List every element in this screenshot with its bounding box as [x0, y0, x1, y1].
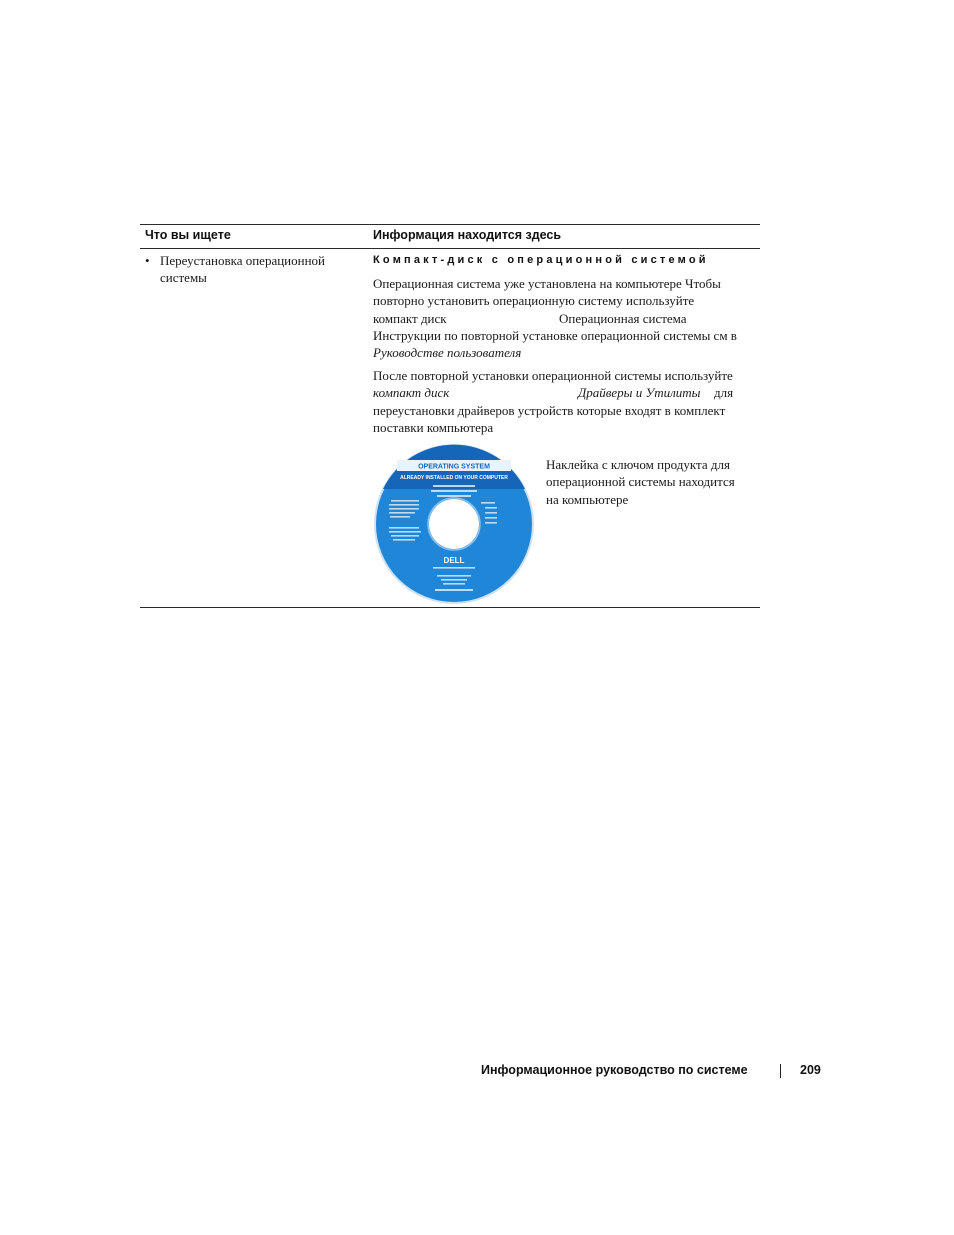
- text-line: [373, 310, 760, 327]
- table-header-rule: [140, 248, 760, 249]
- topic-line: Переустановка операционной: [160, 253, 326, 268]
- text-fragment: Операционная система: [559, 310, 687, 326]
- table-top-rule: [140, 224, 760, 225]
- text-line: Инструкции по повторной установке операционной системы см в: [373, 327, 737, 343]
- text-line: переустановки драйверов устройств которые входят в комплект: [373, 402, 726, 418]
- cd-banner-sub: ALREADY INSTALLED ON YOUR COMPUTER: [400, 475, 508, 481]
- text-fragment: Драйверы и Утилиты: [578, 385, 701, 401]
- product-key-note: [546, 456, 760, 508]
- topic-text: [160, 252, 350, 287]
- text-line: поставки компьютера: [373, 419, 494, 435]
- page-number: 209: [800, 1063, 821, 1077]
- text-line: повторно установить операционную систему используйте: [373, 293, 695, 309]
- header-what-you-look-for: Что вы ищете: [145, 228, 231, 242]
- section-title: Компакт-диск с операционной системой: [373, 254, 709, 266]
- note-line: на компьютере: [546, 491, 629, 507]
- cd-banner-top: OPERATING SYSTEM: [418, 463, 490, 471]
- operating-system-cd-image: [373, 443, 535, 605]
- text-fragment: для: [714, 385, 734, 401]
- paragraph-reinstall: [373, 275, 760, 361]
- table-cell-info: [373, 252, 760, 565]
- topic-line: системы: [160, 270, 207, 286]
- text-fragment: компакт диск: [373, 310, 447, 326]
- note-line: Наклейка с ключом продукта для: [546, 457, 730, 472]
- text-line: После повторной установки операционной системы используйте: [373, 368, 733, 383]
- text-line: [373, 384, 760, 401]
- text-fragment: компакт диск: [373, 385, 450, 401]
- note-line: операционной системы находится: [546, 474, 735, 490]
- footer-title: Информационное руководство по системе: [481, 1063, 748, 1077]
- text-line: Операционная система уже установлена на компьютере Чтобы: [373, 276, 721, 291]
- user-guide-reference: Руководстве пользователя: [373, 345, 522, 361]
- footer-separator: [780, 1064, 781, 1078]
- table-bottom-rule: [140, 607, 760, 608]
- paragraph-drivers: [373, 367, 760, 436]
- bullet: •: [145, 253, 150, 268]
- header-where-found: Информация находится здесь: [373, 228, 562, 242]
- cd-brand-logo: DELL: [443, 556, 465, 565]
